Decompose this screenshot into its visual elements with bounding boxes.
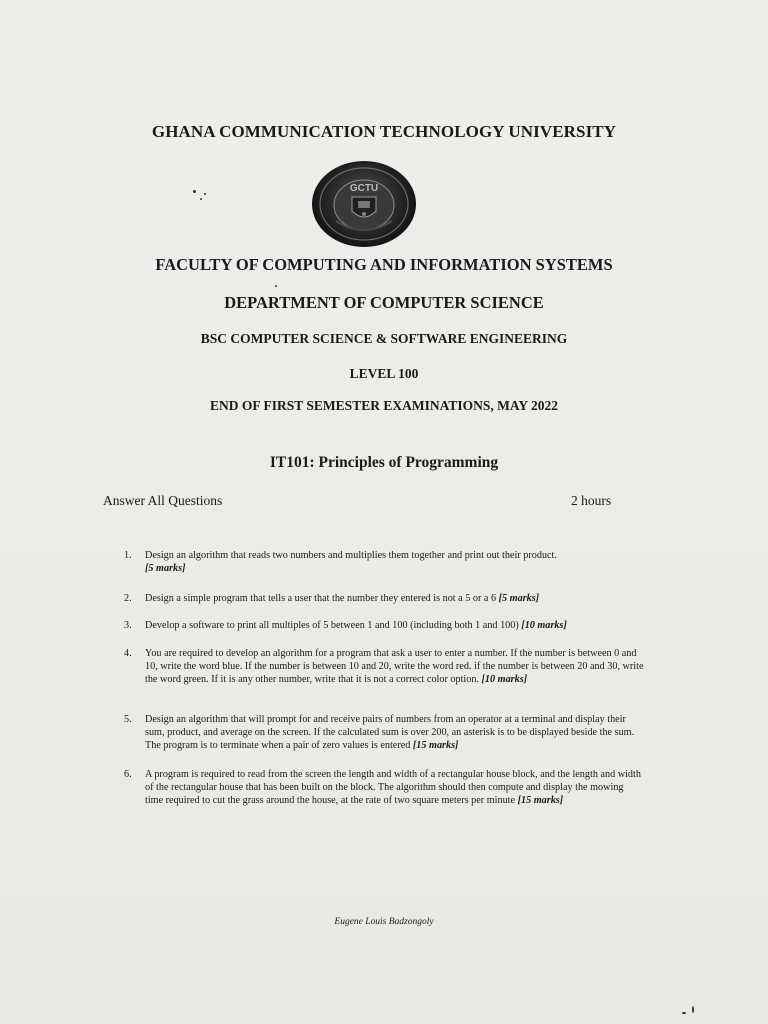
scan-speck bbox=[275, 285, 277, 287]
question-text: Design an algorithm that will prompt for and receive pairs of numbers from an operator at a terminal and display their sum, product, and average on the screen. If the calculated sum is over 200, an asterisk is to be displayed beside the sum. The program is to terminate when a pair of zero values is entered bbox=[145, 714, 635, 751]
scan-speck bbox=[200, 198, 202, 200]
question-item bbox=[124, 769, 644, 807]
question-number: 4. bbox=[124, 648, 132, 659]
question-marks: [10 marks] bbox=[481, 673, 528, 685]
svg-text:GCTU: GCTU bbox=[349, 183, 379, 194]
scan-speck bbox=[692, 1006, 694, 1013]
faculty-name: FACULTY OF COMPUTING AND INFORMATION SYSTEMS bbox=[155, 255, 613, 274]
question-number: 5. bbox=[124, 714, 132, 725]
question-text: A program is required to read from the screen the length and width of a rectangular house block, and the length and width of the rectangular house that has been built on the block. The algorithm should then compute and display the mowing time required to cut the grass around the house, at the rate of two square meters per minute bbox=[145, 769, 641, 806]
question-number: 2. bbox=[124, 593, 132, 604]
level-label: LEVEL 100 bbox=[349, 366, 419, 381]
question-number: 1. bbox=[124, 550, 132, 561]
scan-speck bbox=[204, 193, 206, 195]
question-text: Design an algorithm that reads two numbers and multiplies them together and print out their product. bbox=[145, 550, 557, 561]
question-item bbox=[124, 593, 644, 606]
university-seal-logo bbox=[312, 161, 416, 247]
question-text: Develop a software to print all multiples of 5 between 1 and 100 (including both 1 and 100) bbox=[145, 620, 519, 631]
department-name: DEPARTMENT OF COMPUTER SCIENCE bbox=[224, 293, 544, 312]
examiner-name: Eugene Louis Badzongoly bbox=[334, 917, 434, 927]
question-number: 3. bbox=[124, 620, 132, 631]
answer-instruction: Answer All Questions bbox=[103, 493, 223, 508]
question-marks: [15 marks] bbox=[517, 794, 564, 806]
scan-speck bbox=[193, 190, 196, 193]
question-marks: [15 marks] bbox=[412, 739, 459, 751]
question-item bbox=[124, 648, 644, 686]
exam-title: END OF FIRST SEMESTER EXAMINATIONS, MAY 2022 bbox=[210, 398, 558, 413]
question-marks: [10 marks] bbox=[521, 620, 567, 631]
scan-speck bbox=[682, 1012, 686, 1014]
programme-name: BSC COMPUTER SCIENCE & SOFTWARE ENGINEERING bbox=[200, 331, 568, 346]
question-marks: [5 marks] bbox=[498, 593, 540, 604]
question-number: 6. bbox=[124, 769, 132, 780]
university-name: GHANA COMMUNICATION TECHNOLOGY UNIVERSITY bbox=[151, 122, 617, 141]
question-marks: [5 marks] bbox=[145, 562, 186, 574]
question-item bbox=[124, 620, 644, 633]
exam-duration: 2 hours bbox=[571, 493, 612, 508]
question-text: Design a simple program that tells a user that the number they entered is not a 5 or a 6 bbox=[145, 593, 497, 604]
question-item bbox=[124, 714, 644, 752]
course-title: IT101: Principles of Programming bbox=[269, 454, 499, 471]
question-item bbox=[124, 550, 644, 576]
question-text: You are required to develop an algorithm for a program that ask a user to enter a number. If the number is between 0 and 10, write the word blue. If the number is between 10 and 20, write the word red. if the number is between 20 and 30, write the word green. If it is any other number, write that it is not a correct color option. bbox=[145, 648, 644, 685]
